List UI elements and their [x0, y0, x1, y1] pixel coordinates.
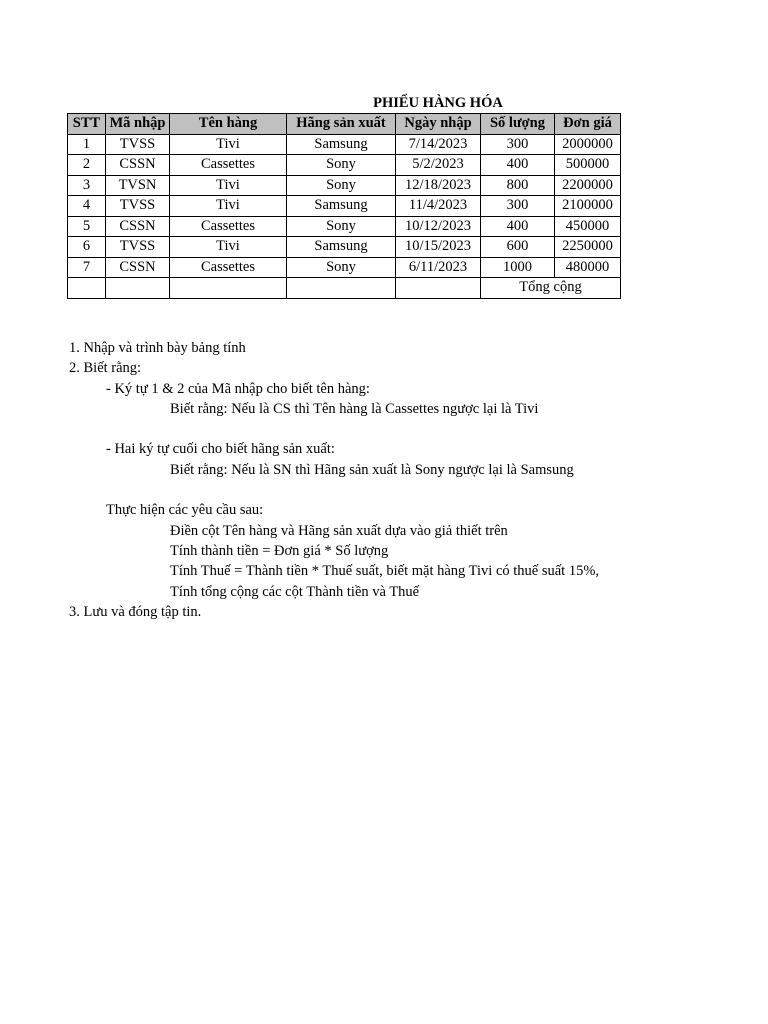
table-row: [68, 175, 621, 196]
cell-hang-san-xuat: Samsung: [287, 196, 396, 217]
cell-don-gia: 2200000: [555, 175, 621, 196]
table-row: [68, 196, 621, 217]
instruction-line: Tính Thuế = Thành tiền * Thuế suất, biết mặt hàng Tivi có thuế suất 15%,: [170, 563, 600, 580]
empty-cell: [68, 278, 106, 299]
cell-ma-nhap: CSSN: [106, 257, 170, 278]
cell-stt: 3: [68, 175, 106, 196]
cell-don-gia: 2250000: [555, 237, 621, 258]
cell-ma-nhap: TVSN: [106, 175, 170, 196]
empty-cell: [106, 278, 170, 299]
header-don-gia: Đơn giá: [555, 114, 621, 135]
cell-stt: 2: [68, 155, 106, 176]
cell-so-luong: 400: [481, 216, 555, 237]
cell-ten-hang: Cassettes: [170, 257, 287, 278]
instruction-line: 2. Biết rằng:: [69, 360, 142, 377]
header-hang-san-xuat: Hãng sản xuất: [287, 114, 396, 135]
cell-stt: 7: [68, 257, 106, 278]
header-ten-hang: Tên hàng: [170, 114, 287, 135]
table-row: [68, 216, 621, 237]
cell-don-gia: 2000000: [555, 134, 621, 155]
cell-don-gia: 480000: [555, 257, 621, 278]
cell-ten-hang: Cassettes: [170, 216, 287, 237]
empty-cell: [396, 278, 481, 299]
cell-hang-san-xuat: Samsung: [287, 237, 396, 258]
cell-stt: 4: [68, 196, 106, 217]
cell-ngay-nhap: 5/2/2023: [396, 155, 481, 176]
instruction-line: 3. Lưu và đóng tập tin.: [69, 603, 202, 620]
instruction-line: Biết rằng: Nếu là SN thì Hãng sản xuất là Sony ngược lại là Samsung: [170, 461, 574, 478]
table-row: [68, 155, 621, 176]
table-header-row: [68, 114, 621, 135]
sheet-title: PHIẾU HÀNG HÓA: [373, 95, 503, 111]
cell-ngay-nhap: 12/18/2023: [396, 175, 481, 196]
header-stt: STT: [68, 114, 106, 135]
cell-so-luong: 1000: [481, 257, 555, 278]
cell-don-gia: 500000: [555, 155, 621, 176]
cell-hang-san-xuat: Sony: [287, 155, 396, 176]
goods-table: [67, 113, 621, 299]
cell-ten-hang: Tivi: [170, 237, 287, 258]
cell-ngay-nhap: 7/14/2023: [396, 134, 481, 155]
cell-stt: 6: [68, 237, 106, 258]
cell-ngay-nhap: 6/11/2023: [396, 257, 481, 278]
cell-hang-san-xuat: Sony: [287, 257, 396, 278]
cell-so-luong: 800: [481, 175, 555, 196]
cell-ngay-nhap: 10/15/2023: [396, 237, 481, 258]
cell-ten-hang: Tivi: [170, 196, 287, 217]
instruction-line: Biết rằng: Nếu là CS thì Tên hàng là Cassettes ngược lại là Tivi: [170, 400, 539, 417]
header-ma-nhap: Mã nhập: [106, 114, 170, 135]
cell-stt: 1: [68, 134, 106, 155]
cell-ma-nhap: TVSS: [106, 196, 170, 217]
table-row: [68, 134, 621, 155]
cell-stt: 5: [68, 216, 106, 237]
instructions: [69, 338, 749, 622]
instruction-line: Điền cột Tên hàng và Hãng sản xuất dựa vào giả thiết trên: [170, 522, 508, 539]
cell-ma-nhap: CSSN: [106, 216, 170, 237]
cell-so-luong: 300: [481, 196, 555, 217]
cell-ma-nhap: TVSS: [106, 237, 170, 258]
cell-don-gia: 2100000: [555, 196, 621, 217]
cell-ngay-nhap: 11/4/2023: [396, 196, 481, 217]
table-row: [68, 257, 621, 278]
instruction-line: Tính thành tiền = Đơn giá * Số lượng: [170, 542, 389, 559]
instruction-line: 1. Nhập và trình bày bảng tính: [69, 340, 246, 356]
instruction-line: - Hai ký tự cuối cho biết hãng sản xuất:: [106, 441, 335, 458]
table-row: [68, 237, 621, 258]
cell-hang-san-xuat: Sony: [287, 175, 396, 196]
header-ngay-nhap: Ngày nhập: [396, 114, 481, 135]
header-so-luong: Số lượng: [481, 114, 555, 135]
instruction-line: Tính tổng cộng các cột Thành tiền và Thuế: [170, 583, 420, 600]
total-label: Tổng cộng: [481, 278, 621, 299]
cell-ngay-nhap: 10/12/2023: [396, 216, 481, 237]
cell-ten-hang: Tivi: [170, 175, 287, 196]
cell-ten-hang: Tivi: [170, 134, 287, 155]
cell-don-gia: 450000: [555, 216, 621, 237]
blank-line: [69, 480, 749, 500]
cell-so-luong: 400: [481, 155, 555, 176]
instruction-line: - Ký tự 1 & 2 của Mã nhập cho biết tên hàng:: [106, 380, 370, 397]
cell-ten-hang: Cassettes: [170, 155, 287, 176]
cell-so-luong: 600: [481, 237, 555, 258]
cell-hang-san-xuat: Sony: [287, 216, 396, 237]
instruction-line: Thực hiện các yêu cầu sau:: [106, 502, 264, 519]
cell-hang-san-xuat: Samsung: [287, 134, 396, 155]
cell-ma-nhap: CSSN: [106, 155, 170, 176]
total-row: [68, 278, 621, 299]
empty-cell: [287, 278, 396, 299]
empty-cell: [170, 278, 287, 299]
cell-so-luong: 300: [481, 134, 555, 155]
blank-line: [69, 419, 749, 439]
cell-ma-nhap: TVSS: [106, 134, 170, 155]
